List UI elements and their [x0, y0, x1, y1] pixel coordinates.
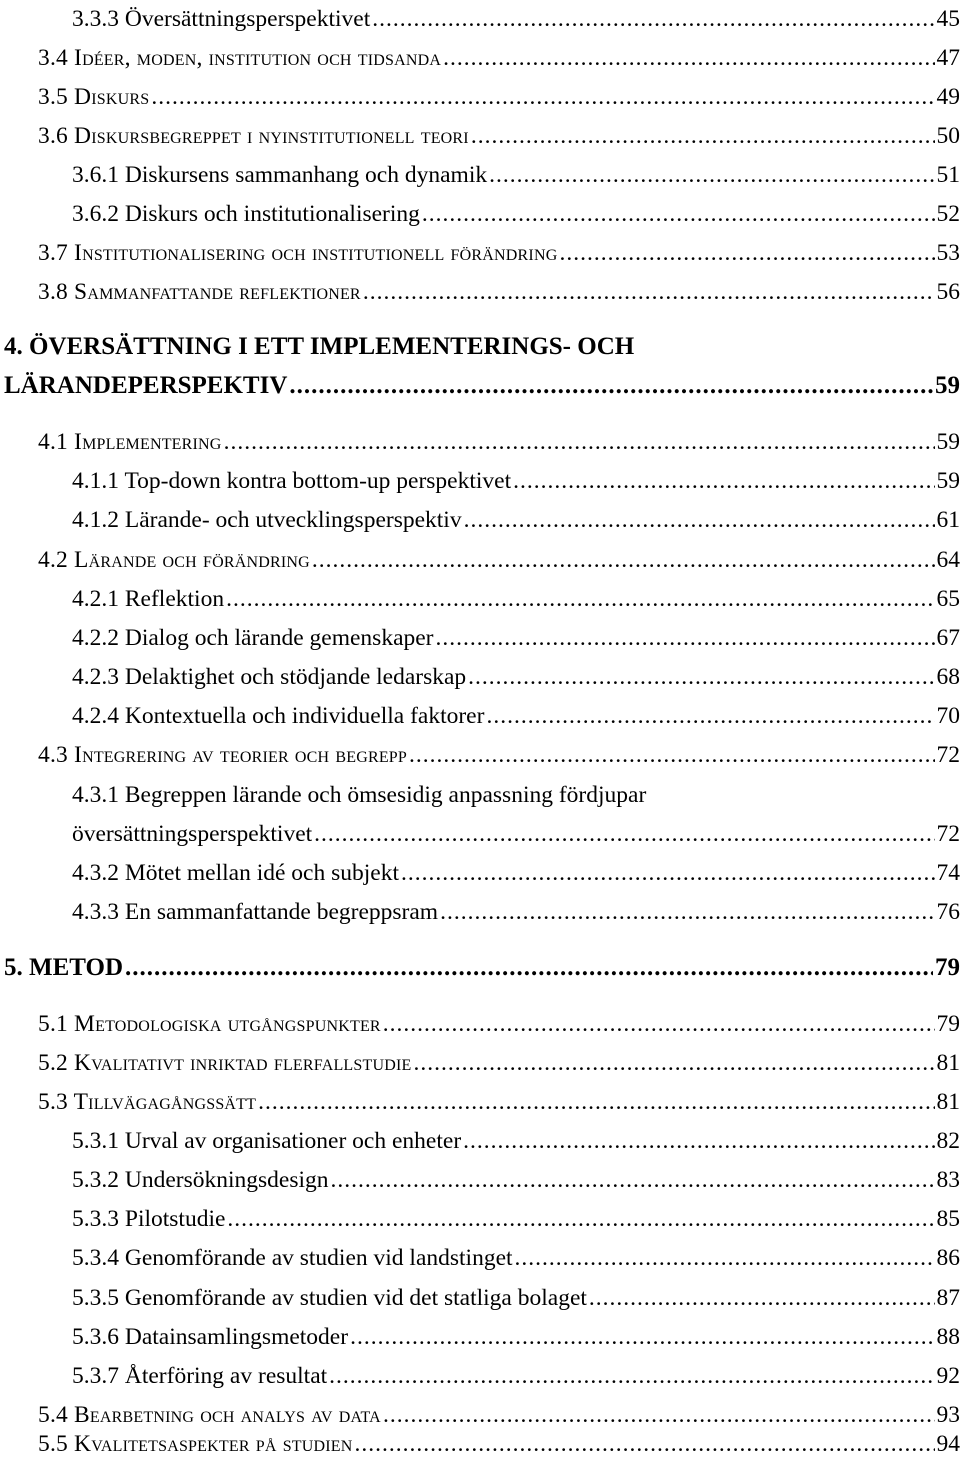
toc-chapter-entry[interactable] — [4, 948, 960, 988]
toc-page-number: 51 — [936, 162, 960, 188]
toc-entry-label: 5. METOD — [4, 954, 123, 981]
toc-entry-label: 4.3 Integrering av teorier och begrepp — [38, 742, 408, 768]
toc-page-number: 87 — [936, 1285, 960, 1311]
toc-entry[interactable] — [38, 1082, 960, 1122]
toc-entry[interactable] — [72, 1160, 960, 1200]
toc-page-number: 83 — [936, 1167, 960, 1193]
toc-entry[interactable] — [38, 422, 960, 462]
toc-entry[interactable] — [72, 657, 960, 697]
toc-entry-label: 4.3.2 Mötet mellan idé och subjekt — [72, 860, 399, 886]
toc-entry[interactable] — [38, 272, 960, 312]
toc-entry[interactable] — [72, 500, 960, 540]
toc-page-number: 49 — [936, 84, 960, 110]
toc-entry[interactable] — [72, 461, 960, 501]
dot-leader — [440, 892, 934, 932]
dot-leader — [409, 735, 934, 775]
dot-leader — [443, 38, 934, 78]
toc-page-number: 81 — [936, 1089, 960, 1115]
dot-leader — [372, 0, 934, 39]
toc-entry-label: 3.6.2 Diskurs och institutionalisering — [72, 201, 420, 227]
toc-entry-label: 5.3.2 Undersökningsdesign — [72, 1167, 329, 1193]
toc-entry[interactable] — [38, 1424, 960, 1464]
toc-entry[interactable] — [72, 1317, 960, 1357]
toc-page-number: 79 — [935, 954, 960, 981]
dot-leader — [515, 1238, 935, 1278]
toc-entry-label: 5.3 Tillvägagångssätt — [38, 1089, 257, 1115]
dot-leader — [350, 1317, 934, 1357]
toc-page-number: 52 — [936, 201, 960, 227]
toc-page-number: 94 — [936, 1431, 960, 1457]
toc-page-number: 56 — [936, 279, 960, 305]
toc-entry[interactable] — [72, 1278, 960, 1318]
toc-page-number: 76 — [936, 899, 960, 925]
toc-entry[interactable] — [38, 77, 960, 117]
toc-entry-label: 3.6.1 Diskursens sammanhang och dynamik — [72, 162, 488, 188]
toc-page-number: 64 — [936, 547, 960, 573]
dot-leader — [227, 1199, 934, 1239]
toc-entry-label: 4.2.4 Kontextuella och individuella faktorer — [72, 703, 485, 729]
toc-page-number: 82 — [936, 1128, 960, 1154]
toc-entry-label: 4.2.2 Dialog och lärande gemenskaper — [72, 625, 434, 651]
toc-entry-label: 5.3.1 Urval av organisationer och enheter — [72, 1128, 462, 1154]
toc-page-number: 92 — [936, 1363, 960, 1389]
toc-entry-label: 5.3.3 Pilotstudie — [72, 1206, 226, 1232]
toc-page-number: 50 — [936, 123, 960, 149]
toc-entry[interactable] — [38, 1004, 960, 1044]
toc-page-number: 88 — [936, 1324, 960, 1350]
toc-page-number: 53 — [936, 240, 960, 266]
toc-entry-label: 3.8 Sammanfattande reflektioner — [38, 279, 361, 305]
toc-entry[interactable] — [38, 735, 960, 775]
dot-leader — [151, 77, 934, 117]
toc-entry-label: 4.3.3 En sammanfattande begreppsram — [72, 899, 439, 925]
dot-leader — [314, 814, 934, 854]
toc-entry-label: 5.5 Kvalitetsaspekter på studien — [38, 1431, 353, 1457]
toc-page-number: 61 — [936, 507, 960, 533]
toc-entry-label: 5.2 Kvalitativt inriktad flerfallstudie — [38, 1050, 412, 1076]
toc-page-number: 59 — [936, 468, 960, 494]
toc-entry-label: 3.3.3 Översättningsperspektivet — [72, 6, 371, 32]
dot-leader — [463, 1121, 934, 1161]
toc-entry[interactable] — [72, 892, 960, 932]
toc-entry[interactable] — [72, 1199, 960, 1239]
toc-entry-label: 5.3.6 Datainsamlingsmetoder — [72, 1324, 349, 1350]
toc-entry[interactable] — [38, 1043, 960, 1083]
toc-entry-label: LÄRANDEPERSPEKTIV — [4, 372, 288, 399]
toc-entry-label: 4.1 Implementering — [38, 429, 222, 455]
toc-entry-label: 5.4 Bearbetning och analys av data — [38, 1402, 381, 1428]
toc-page-number: 45 — [936, 6, 960, 32]
toc-entry-label: 4.2.3 Delaktighet och stödjande ledarskap — [72, 664, 467, 690]
dot-leader — [464, 500, 935, 540]
dot-leader — [331, 1160, 935, 1200]
toc-page-number: 70 — [936, 703, 960, 729]
toc-entry[interactable] — [38, 540, 960, 580]
toc-entry-label: 5.3.5 Genomförande av studien vid det statliga bolaget — [72, 1285, 587, 1311]
dot-leader — [486, 696, 934, 736]
toc-entry[interactable] — [72, 1238, 960, 1278]
toc-page-number: 67 — [936, 625, 960, 651]
dot-leader — [436, 618, 935, 658]
dot-leader — [471, 116, 935, 156]
toc-entry-label: 3.5 Diskurs — [38, 84, 150, 110]
toc-entry[interactable] — [72, 696, 960, 736]
toc-chapter-heading[interactable]: 4. ÖVERSÄTTNING I ETT IMPLEMENTERINGS- OCH — [4, 333, 635, 360]
toc-entry-label: 4.2 Lärande och förändring — [38, 547, 310, 573]
toc-page-number: 68 — [936, 664, 960, 690]
toc-entry[interactable] — [72, 853, 960, 893]
toc-entry[interactable] — [72, 194, 960, 234]
dot-leader — [329, 1356, 934, 1396]
toc-page-number: 74 — [936, 860, 960, 886]
dot-leader — [413, 1043, 934, 1083]
toc-page-number: 81 — [936, 1050, 960, 1076]
toc-page-number: 47 — [936, 45, 960, 71]
toc-entry-label[interactable]: 4.3.1 Begreppen lärande och ömsesidig anpassning fördjupar — [72, 782, 647, 808]
toc-entry-label: 5.1 Metodologiska utgångspunkter — [38, 1011, 381, 1037]
toc-chapter-entry[interactable] — [4, 366, 960, 406]
toc-entry-label: 5.3.4 Genomförande av studien vid landstinget — [72, 1245, 513, 1271]
dot-leader — [125, 948, 933, 988]
dot-leader — [363, 272, 935, 312]
toc-page-number: 86 — [936, 1245, 960, 1271]
toc-page-number: 79 — [936, 1011, 960, 1037]
dot-leader — [589, 1278, 935, 1318]
toc-page-number: 72 — [936, 821, 960, 847]
toc-page-number: 85 — [936, 1206, 960, 1232]
dot-leader — [224, 422, 935, 462]
dot-leader — [258, 1082, 934, 1122]
toc-entry-label: 4.1.1 Top-down kontra bottom-up perspektivet — [72, 468, 512, 494]
dot-leader — [422, 194, 935, 234]
toc-entry[interactable] — [72, 814, 960, 854]
dot-leader — [559, 233, 934, 273]
toc-entry[interactable] — [72, 579, 960, 619]
toc-entry-label: 5.3.7 Återföring av resultat — [72, 1363, 328, 1389]
toc-entry[interactable] — [72, 618, 960, 658]
toc-entry[interactable] — [72, 155, 960, 195]
toc-entry[interactable] — [72, 1356, 960, 1396]
toc-entry[interactable] — [72, 1121, 960, 1161]
toc-entry-label: 3.6 Diskursbegreppet i nyinstitutionell teori — [38, 123, 469, 149]
toc-entry-label: 4.2.1 Reflektion — [72, 586, 225, 612]
dot-leader — [383, 1004, 935, 1044]
toc-entry[interactable] — [38, 116, 960, 156]
toc-entry[interactable] — [38, 38, 960, 78]
dot-leader — [468, 657, 934, 697]
toc-page-number: 65 — [936, 586, 960, 612]
toc-page-number: 59 — [935, 372, 960, 399]
toc-page-number: 59 — [936, 429, 960, 455]
toc-page-number: 72 — [936, 742, 960, 768]
dot-leader — [312, 540, 935, 580]
toc-entry[interactable] — [38, 233, 960, 273]
toc-entry-label: 3.4 Idéer, moden, institution och tidsanda — [38, 45, 442, 71]
toc-entry-label: översättningsperspektivet — [72, 821, 313, 847]
dot-leader — [401, 853, 935, 893]
toc-entry-label: 3.7 Institutionalisering och institutionell förändring — [38, 240, 558, 266]
dot-leader — [226, 579, 934, 619]
toc-entry[interactable] — [72, 0, 960, 39]
dot-leader — [289, 366, 933, 406]
dot-leader — [489, 155, 934, 195]
toc-page-number: 93 — [936, 1402, 960, 1428]
dot-leader — [513, 461, 934, 501]
dot-leader — [355, 1424, 935, 1464]
toc-entry-label: 4.1.2 Lärande- och utvecklingsperspektiv — [72, 507, 462, 533]
